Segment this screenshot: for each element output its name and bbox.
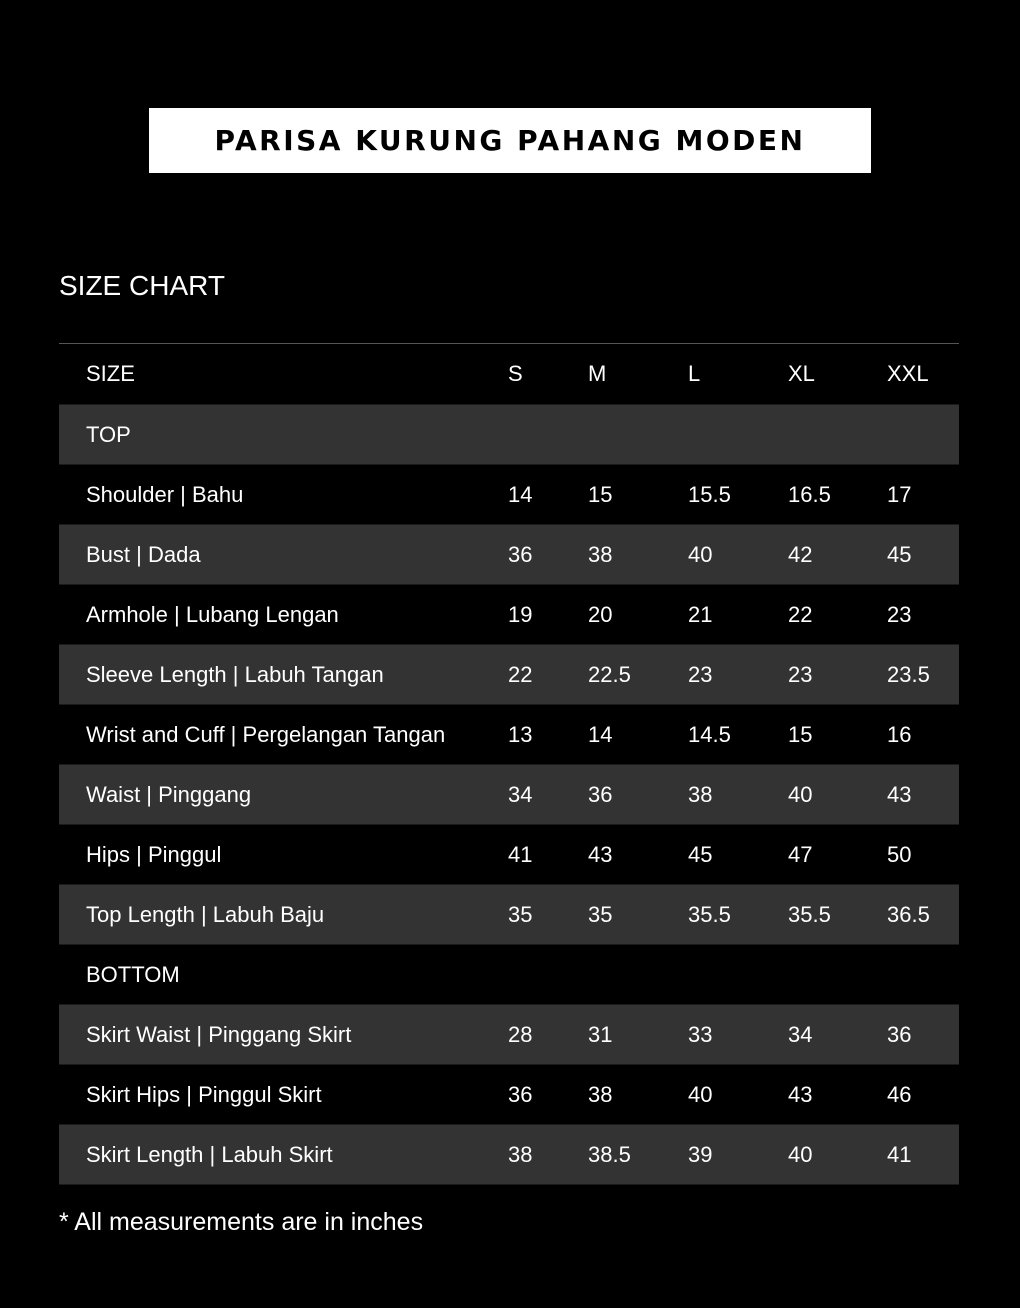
measurement-value: 36.5 [887, 901, 930, 927]
table-row [59, 645, 959, 705]
measurement-value: 28 [508, 1021, 533, 1047]
table-row [59, 765, 959, 825]
measurement-value: 38 [588, 1081, 613, 1107]
measurement-value: 43 [887, 781, 912, 807]
measurement-value: 35 [508, 901, 533, 927]
measurement-value: 33 [688, 1021, 713, 1047]
measurement-value: 38 [588, 541, 613, 567]
header-size-m: M [588, 361, 607, 386]
measurement-value: 40 [688, 1081, 713, 1107]
measurement-label: Wrist and Cuff | Pergelangan Tangan [86, 721, 446, 747]
group-heading-label: TOP [86, 421, 131, 447]
measurement-value: 14.5 [688, 721, 731, 747]
measurement-value: 20 [588, 601, 613, 627]
measurement-value: 31 [588, 1021, 613, 1047]
header-size-l: L [688, 361, 701, 386]
table-row [59, 1125, 959, 1185]
measurement-value: 22 [788, 601, 813, 627]
measurement-value: 17 [887, 481, 912, 507]
table-row [59, 885, 959, 945]
measurement-label: Armhole | Lubang Lengan [86, 601, 339, 627]
measurement-value: 14 [508, 481, 533, 507]
table-row [59, 525, 959, 585]
measurement-value: 22.5 [588, 661, 631, 687]
measurement-value: 38 [508, 1141, 533, 1167]
measurement-value: 36 [588, 781, 613, 807]
measurement-value: 38.5 [588, 1141, 631, 1167]
table-row [59, 465, 959, 525]
group-heading-row [59, 405, 959, 465]
measurement-value: 46 [887, 1081, 912, 1107]
measurement-value: 47 [788, 841, 813, 867]
measurement-value: 15.5 [688, 481, 731, 507]
measurement-value: 34 [508, 781, 533, 807]
header-size-xxl: XXL [887, 361, 929, 386]
page-title: PARISA KURUNG PAHANG MODEN [214, 124, 806, 157]
measurement-value: 19 [508, 601, 533, 627]
measurement-value: 16 [887, 721, 912, 747]
measurement-label: Skirt Hips | Pinggul Skirt [86, 1081, 322, 1107]
measurement-value: 13 [508, 721, 533, 747]
measurement-value: 41 [508, 841, 533, 867]
measurement-value: 45 [688, 841, 713, 867]
measurement-label: Sleeve Length | Labuh Tangan [86, 661, 384, 687]
group-heading-label: BOTTOM [86, 961, 180, 987]
measurement-value: 23 [887, 601, 912, 627]
measurement-value: 21 [688, 601, 713, 627]
measurement-value: 14 [588, 721, 613, 747]
size-chart-table [59, 343, 959, 1185]
measurement-value: 15 [788, 721, 813, 747]
table-row [59, 585, 959, 645]
table-body [59, 405, 959, 1185]
measurement-value: 36 [887, 1021, 912, 1047]
measurement-value: 35 [588, 901, 613, 927]
measurement-value: 34 [788, 1021, 813, 1047]
title-banner [149, 108, 871, 173]
measurement-value: 36 [508, 541, 533, 567]
measurement-value: 43 [588, 841, 613, 867]
measurement-value: 45 [887, 541, 912, 567]
measurement-value: 50 [887, 841, 912, 867]
measurement-value: 42 [788, 541, 813, 567]
table-row [59, 1005, 959, 1065]
measurement-value: 39 [688, 1141, 713, 1167]
group-heading-row [59, 945, 959, 1005]
measurement-value: 40 [788, 1141, 813, 1167]
measurement-label: Skirt Length | Labuh Skirt [86, 1141, 333, 1167]
header-size-s: S [508, 361, 523, 386]
measurement-value: 16.5 [788, 481, 831, 507]
table-header-row [59, 344, 959, 405]
measurement-label: Shoulder | Bahu [86, 481, 244, 507]
measurement-label: Bust | Dada [86, 541, 201, 567]
table-row [59, 825, 959, 885]
measurement-value: 36 [508, 1081, 533, 1107]
header-size-label: SIZE [86, 361, 135, 386]
measurement-value: 43 [788, 1081, 813, 1107]
table-row [59, 1065, 959, 1125]
measurement-label: Hips | Pinggul [86, 841, 222, 867]
table-row [59, 705, 959, 765]
measurement-label: Skirt Waist | Pinggang Skirt [86, 1021, 352, 1047]
measurement-value: 40 [688, 541, 713, 567]
measurement-value: 23 [788, 661, 813, 687]
measurement-value: 22 [508, 661, 533, 687]
measurement-value: 40 [788, 781, 813, 807]
measurement-value: 35.5 [688, 901, 731, 927]
section-heading: SIZE CHART [59, 270, 225, 301]
measurement-footnote: * All measurements are in inches [59, 1208, 424, 1236]
measurement-value: 23.5 [887, 661, 930, 687]
measurement-value: 15 [588, 481, 613, 507]
header-size-xl: XL [788, 361, 815, 386]
measurement-value: 35.5 [788, 901, 831, 927]
measurement-value: 23 [688, 661, 713, 687]
measurement-value: 41 [887, 1141, 912, 1167]
measurement-label: Waist | Pinggang [86, 781, 252, 807]
measurement-label: Top Length | Labuh Baju [86, 901, 325, 927]
measurement-value: 38 [688, 781, 713, 807]
